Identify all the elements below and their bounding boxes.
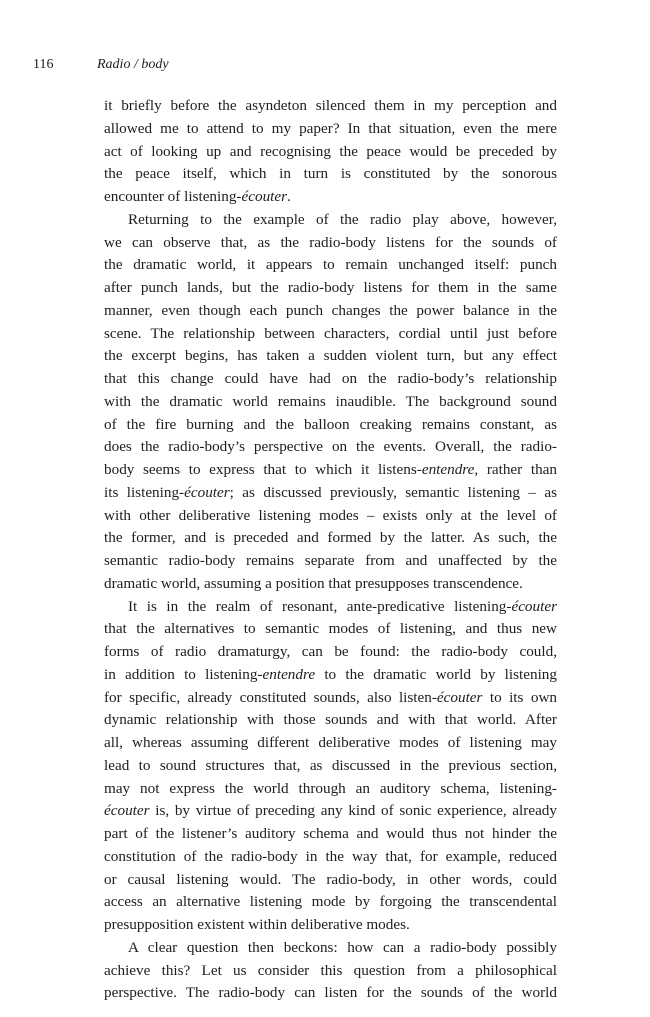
text-line: all, whereas assuming different deliberative modes of listening may [104, 734, 557, 751]
text-line: does the radio-body’s perspective on the events. Overall, the radio- [104, 438, 557, 456]
text-line: with the dramatic world remains inaudible. The background sound [104, 392, 557, 410]
text-line: lead to sound structures that, as discussed in the previous section, [104, 756, 557, 774]
paragraph [104, 95, 557, 209]
text-line: part of the listener’s auditory schema and would thus not hinder the [104, 825, 557, 842]
text-line: of the fire burning and the balloon creaking remains constant, as [104, 415, 557, 433]
body-text [104, 95, 557, 1005]
text-line: scene. The relationship between characters, cordial until just before [104, 324, 557, 342]
text-line: for specific, already constituted sounds, also listen-écouter to its own [104, 688, 558, 706]
text-line: perspective. The radio-body can listen for the sounds of the world [104, 984, 557, 1002]
page-number: 116 [33, 57, 54, 72]
text-line: presupposition existent within deliberative modes. [104, 916, 410, 933]
text-line: the former, and is preceded and formed by the latter. As such, the [104, 529, 557, 547]
text-line: écouter is, by virtue of preceding any kind of sonic experience, already [104, 802, 557, 820]
text-line: it briefly before the asyndeton silenced them in my perception and [104, 97, 557, 114]
text-line: its listening-écouter; as discussed previously, semantic listening – as [104, 483, 558, 501]
text-line: constitution of the radio-body in the way that, for example, reduced [104, 847, 557, 865]
text-line: may not express the world through an auditory schema, listening- [104, 779, 557, 797]
paragraph [104, 596, 557, 937]
text-line: the excerpt begins, has taken a sudden violent turn, but any effect [104, 347, 557, 365]
text-line: dramatic world, assuming a position that presupposes transcendence. [104, 574, 523, 592]
text-line: that the alternatives to semantic modes of listening, and thus new [104, 620, 557, 638]
text-line: in addition to listening-entendre to the dramatic world by listening [104, 665, 557, 683]
text-line: allowed me to attend to my paper? In that situation, even the mere [104, 119, 557, 137]
text-line: body seems to express that to which it listens-entendre, rather than [104, 461, 557, 478]
text-line: the dramatic world, it appears to remain unchanged itself: punch [104, 256, 557, 274]
paragraph [104, 209, 557, 596]
text-line: with other deliberative listening modes – exists only at the level of [104, 506, 557, 524]
text-line: forms of radio dramaturgy, can be found: the radio-body could, [104, 643, 557, 660]
text-line: act of looking up and recognising the peace would be preceded by [104, 142, 557, 160]
running-head [33, 56, 169, 74]
text-line: Returning to the example of the radio play above, however, [128, 210, 557, 228]
text-line: we can observe that, as the radio-body listens for the sounds of [104, 233, 557, 251]
text-line: access an alternative listening mode by forgoing the transcendental [104, 893, 557, 911]
text-line: It is in the realm of resonant, ante-predicative listening-écouter [128, 597, 557, 615]
text-line: or causal listening would. The radio-body, in other words, could [104, 870, 557, 888]
paragraph [104, 937, 557, 1005]
text-line: dynamic relationship with those sounds and with that world. After [104, 711, 557, 729]
text-line: achieve this? Let us consider this question from a philosophical [104, 961, 557, 979]
running-head-title: Radio / body [97, 57, 169, 72]
text-line: encounter of listening-écouter. [104, 188, 291, 205]
text-line: that this change could have had on the radio-body’s relationship [104, 370, 557, 387]
text-line: A clear question then beckons: how can a radio-body possibly [128, 938, 557, 956]
text-line: semantic radio-body remains separate from and unaffected by the [104, 552, 557, 569]
text-line: the peace itself, which in turn is constituted by the sonorous [104, 165, 557, 183]
text-line: after punch lands, but the radio-body listens for them in the same [104, 279, 557, 296]
text-line: manner, even though each punch changes the power balance in the [104, 301, 557, 319]
